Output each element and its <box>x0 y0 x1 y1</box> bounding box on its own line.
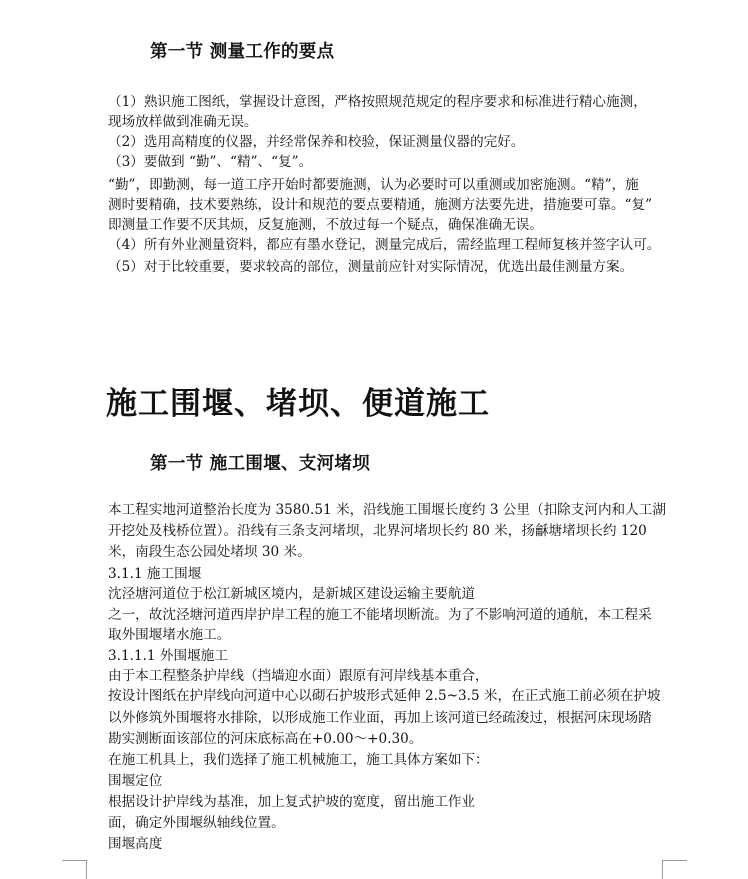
paragraph-line: 沈泾塘河道位于松江新城区境内，是新城区建设运输主要航道 <box>108 586 476 602</box>
paragraph-line: 围堰高度 <box>108 836 163 852</box>
paragraph-line: 开挖处及栈桥位置）。沿线有三条支河堵坝，北界河堵坝长约 80 米，扬龢塘堵坝长约 120 <box>108 523 647 539</box>
paragraph-line: 本工程实地河道整治长度为 3580.51 米，沿线施工围堰长度约 3 公里（扣除支河内和人工湖 <box>108 502 666 518</box>
paragraph-line: （4）所有外业测量资料，都应有墨水登记，测量完成后，需经监理工程师复核并签字认可。 <box>108 237 661 253</box>
paragraph-line: 根据设计护岸线为基准，加上复式护坡的宽度，留出施工作业 <box>108 794 476 810</box>
paragraph-line: 以外修筑外围堰将水排除，以形成施工作业面，再加上该河道已经疏浚过，根据河床现场踏 <box>108 710 652 726</box>
page-corner-mark-left <box>62 860 87 879</box>
paragraph-line: 按设计图纸在护岸线向河道中心以砌石护坡形式延伸 2.5~3.5 米，在正式施工前必须在护坡 <box>108 688 661 704</box>
paragraph-line: “勤”，即勤测，每一道工序开始时都要施测，认为必要时可以重测或加密施测。“精”，施 <box>108 177 639 193</box>
paragraph-line: （5）对于比较重要，要求较高的部位，测量前应针对实际情况，优选出最佳测量方案。 <box>108 259 634 275</box>
paragraph-line: 现场放样做到准确无误。 <box>108 114 258 130</box>
paragraph-line: 测时要精确，技术要熟练，设计和规范的要点要精通，施测方法要先进，措施要可靠。“复” <box>108 197 653 213</box>
paragraph-line: 面，确定外围堰纵轴线位置。 <box>108 815 285 831</box>
paragraph-line: 由于本工程整条护岸线（挡墙迎水面）跟原有河岸线基本重合， <box>108 668 489 684</box>
paragraph-line: 之一，故沈泾塘河道西岸护岸工程的施工不能堵坝断流。为了不影响河道的通航，本工程采 <box>108 607 652 623</box>
paragraph-line: 围堰定位 <box>108 773 163 789</box>
paragraph-line: 米，南段生态公园处堵坝 30 米。 <box>108 544 311 560</box>
paragraph-line: 在施工机具上，我们选择了施工机械施工，施工具体方案如下： <box>108 752 489 768</box>
section-heading-cofferdam: 第一节 施工围堰、支河堵坝 <box>150 454 370 474</box>
paragraph-line: 即测量工作要不厌其烦，反复施测，不放过每一个疑点，确保准确无误。 <box>108 217 543 233</box>
page-corner-mark-right <box>662 860 687 879</box>
paragraph-line: （1）熟识施工图纸，掌握设计意图，严格按照规范规定的程序要求和标准进行精心施测， <box>108 94 647 110</box>
section-heading-measurement: 第一节 测量工作的要点 <box>150 42 335 62</box>
paragraph-line: 3.1.1 施工围堰 <box>108 566 202 582</box>
paragraph-line: 取外围堰堵水施工。 <box>108 627 231 643</box>
paragraph-line: 3.1.1.1 外围堰施工 <box>108 648 228 664</box>
paragraph-line: 勘实测断面该部位的河床底标高在+0.00～+0.30。 <box>108 731 423 747</box>
paragraph-line: （3）要做到 “勤”、“精”、“复”。 <box>108 154 313 170</box>
paragraph-line: （2）选用高精度的仪器，并经常保养和校验，保证测量仪器的完好。 <box>108 134 525 150</box>
chapter-title: 施工围堰、堵坝、便道施工 <box>106 386 490 422</box>
